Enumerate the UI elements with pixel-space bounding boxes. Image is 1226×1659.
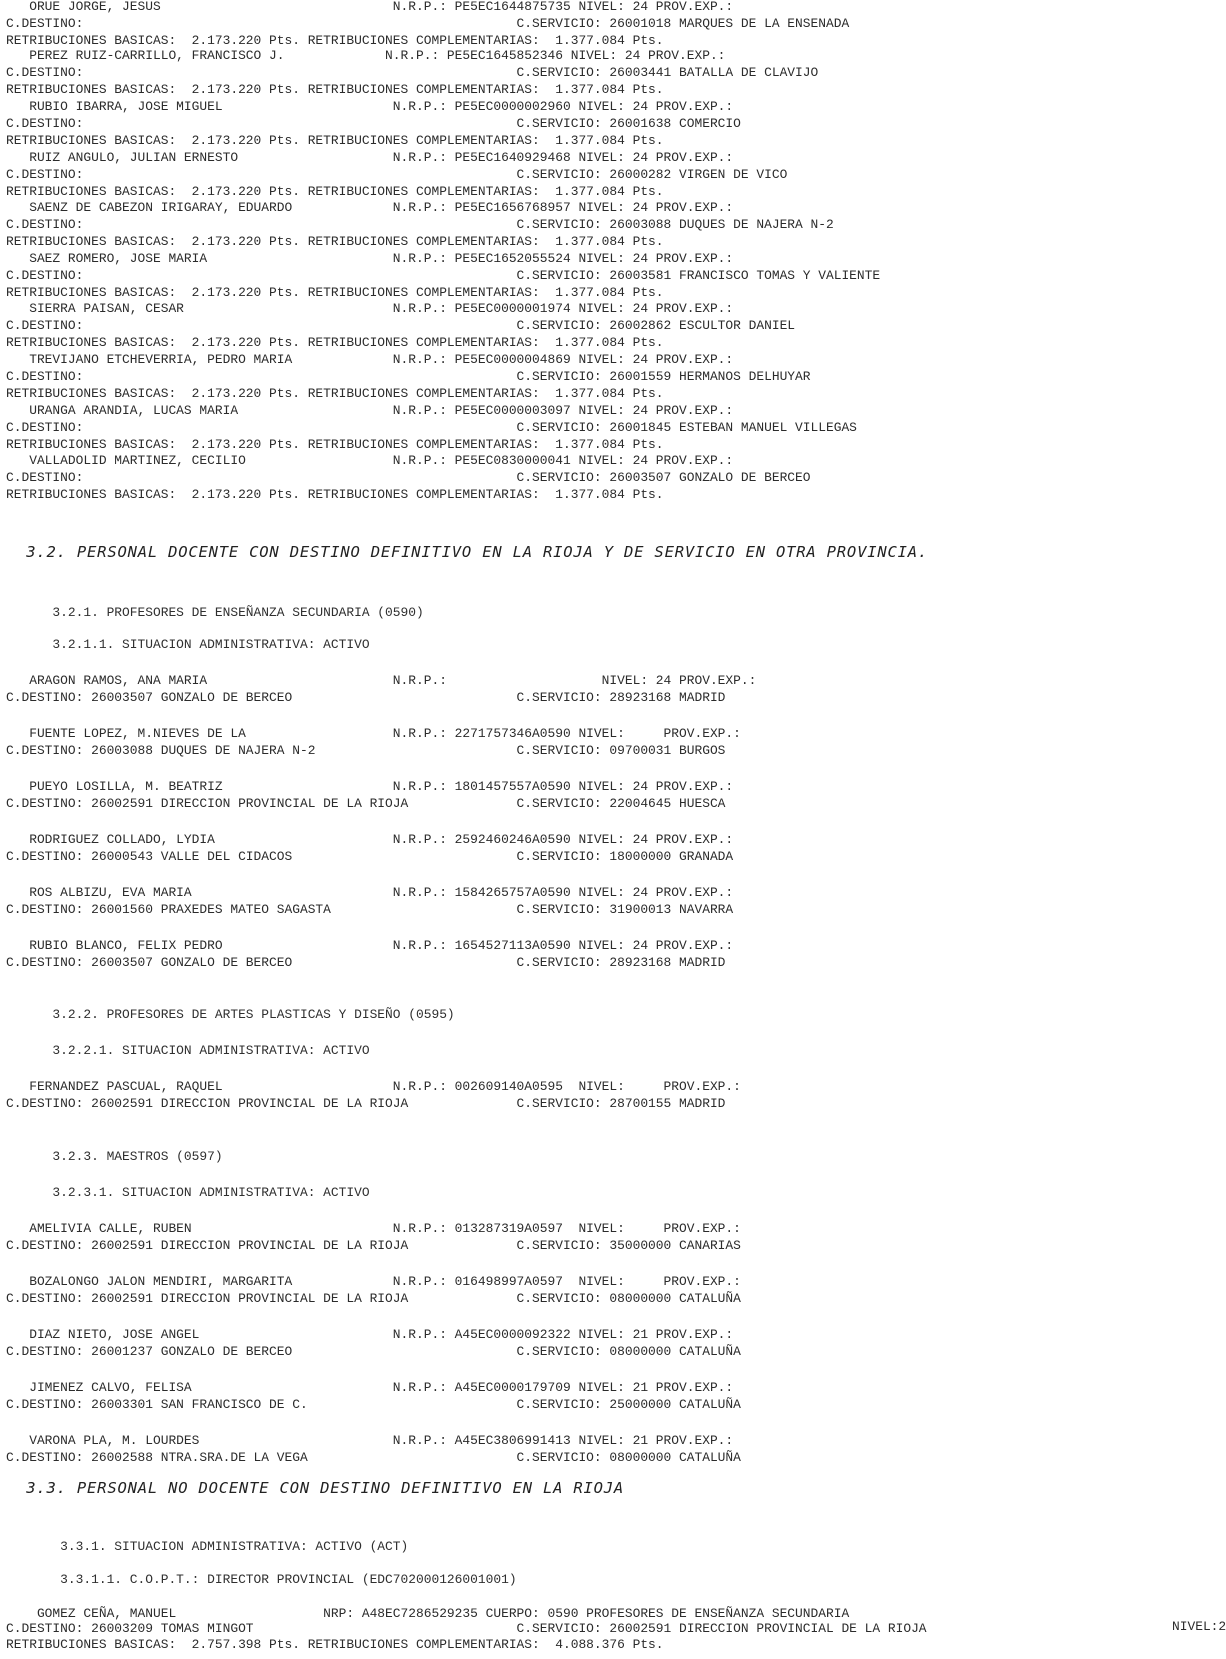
record-line: C.DESTINO: C.SERVICIO: 26003507 GONZALO DE BERCEO [6,470,811,485]
record-line: JIMENEZ CALVO, FELISA N.R.P.: A45EC0000179709 NIVEL: 21 PROV.EXP.: [6,1380,734,1395]
record-line: C.DESTINO: C.SERVICIO: 26003441 BATALLA DE CLAVIJO [6,65,819,80]
record-line: RETRIBUCIONES BASICAS: 2.173.220 Pts. RETRIBUCIONES COMPLEMENTARIAS: 1.377.084 Pts. [6,234,664,249]
record-line: RUBIO IBARRA, JOSE MIGUEL N.R.P.: PE5EC0000002960 NIVEL: 24 PROV.EXP.: [6,99,734,114]
record-line: RETRIBUCIONES BASICAS: 2.173.220 Pts. RETRIBUCIONES COMPLEMENTARIAS: 1.377.084 Pts. [6,335,664,350]
record-line: RETRIBUCIONES BASICAS: 2.173.220 Pts. RETRIBUCIONES COMPLEMENTARIAS: 1.377.084 Pts. [6,33,664,48]
record-line: C.DESTINO: 26002591 DIRECCION PROVINCIAL DE LA RIOJA C.SERVICIO: 35000000 CANARIAS [6,1238,741,1253]
record-line: RETRIBUCIONES BASICAS: 2.173.220 Pts. RETRIBUCIONES COMPLEMENTARIAS: 1.377.084 Pts. [6,386,664,401]
record-line: URANGA ARANDIA, LUCAS MARIA N.R.P.: PE5EC0000003097 NIVEL: 24 PROV.EXP.: [6,403,734,418]
record-line: C.DESTINO: 26003507 GONZALO DE BERCEO C.SERVICIO: 28923168 MADRID [6,690,726,705]
record-line: C.DESTINO: 26003301 SAN FRANCISCO DE C. C.SERVICIO: 25000000 CATALUÑA [6,1397,741,1412]
subsection-heading: 3.2.3. MAESTROS (0597) [6,1149,223,1164]
record-line: SIERRA PAISAN, CESAR N.R.P.: PE5EC0000001974 NIVEL: 24 PROV.EXP.: [6,301,734,316]
record-line: C.DESTINO: 26003209 TOMAS MINGOT C.SERVICIO: 26002591 DIRECCION PROVINCIAL DE LA RIOJA [6,1621,927,1636]
record-line: GOMEZ CEÑA, MANUEL NRP: A48EC7286529235 CUERPO: 0590 PROFESORES DE ENSEÑANZA SECUNDARIA [6,1606,850,1621]
nivel-right-label: NIVEL:2 [1172,1619,1226,1634]
record-line: RETRIBUCIONES BASICAS: 2.173.220 Pts. RETRIBUCIONES COMPLEMENTARIAS: 1.377.084 Pts. [6,184,664,199]
record-line: C.DESTINO: 26003088 DUQUES DE NAJERA N-2 C.SERVICIO: 09700031 BURGOS [6,743,726,758]
record-line: RETRIBUCIONES BASICAS: 2.173.220 Pts. RETRIBUCIONES COMPLEMENTARIAS: 1.377.084 Pts. [6,133,664,148]
record-line: C.DESTINO: 26002591 DIRECCION PROVINCIAL DE LA RIOJA C.SERVICIO: 08000000 CATALUÑA [6,1291,741,1306]
record-line: C.DESTINO: C.SERVICIO: 26000282 VIRGEN DE VICO [6,167,788,182]
record-line: RETRIBUCIONES BASICAS: 2.757.398 Pts. RETRIBUCIONES COMPLEMENTARIAS: 4.088.376 Pts. [6,1637,664,1652]
record-line: PUEYO LOSILLA, M. BEATRIZ N.R.P.: 1801457557A0590 NIVEL: 24 PROV.EXP.: [6,779,734,794]
record-line: C.DESTINO: 26002591 DIRECCION PROVINCIAL DE LA RIOJA C.SERVICIO: 22004645 HUESCA [6,796,726,811]
subsection-heading: 3.2.1. PROFESORES DE ENSEÑANZA SECUNDARIA (0590) [6,605,424,620]
record-line: C.DESTINO: C.SERVICIO: 26003088 DUQUES DE NAJERA N-2 [6,217,834,232]
record-line: TREVIJANO ETCHEVERRIA, PEDRO MARIA N.R.P.: PE5EC0000004869 NIVEL: 24 PROV.EXP.: [6,352,734,367]
record-line: RUBIO BLANCO, FELIX PEDRO N.R.P.: 1654527113A0590 NIVEL: 24 PROV.EXP.: [6,938,734,953]
record-line: BOZALONGO JALON MENDIRI, MARGARITA N.R.P.: 016498997A0597 NIVEL: PROV.EXP.: [6,1274,741,1289]
record-line: VARONA PLA, M. LOURDES N.R.P.: A45EC3806991413 NIVEL: 21 PROV.EXP.: [6,1433,734,1448]
subsection-heading: 3.2.1.1. SITUACION ADMINISTRATIVA: ACTIVO [6,637,370,652]
record-line: C.DESTINO: C.SERVICIO: 26001018 MARQUES DE LA ENSENADA [6,16,850,31]
subsection-heading: 3.2.2. PROFESORES DE ARTES PLASTICAS Y DISEÑO (0595) [6,1007,455,1022]
record-line: RETRIBUCIONES BASICAS: 2.173.220 Pts. RETRIBUCIONES COMPLEMENTARIAS: 1.377.084 Pts. [6,285,664,300]
record-line: ARAGON RAMOS, ANA MARIA N.R.P.: NIVEL: 24 PROV.EXP.: [6,673,757,688]
record-line: C.DESTINO: C.SERVICIO: 26001845 ESTEBAN MANUEL VILLEGAS [6,420,857,435]
record-line: C.DESTINO: 26000543 VALLE DEL CIDACOS C.SERVICIO: 18000000 GRANADA [6,849,734,864]
record-line: C.DESTINO: C.SERVICIO: 26002862 ESCULTOR DANIEL [6,318,796,333]
record-line: FUENTE LOPEZ, M.NIEVES DE LA N.R.P.: 2271757346A0590 NIVEL: PROV.EXP.: [6,726,741,741]
record-line: SAEZ ROMERO, JOSE MARIA N.R.P.: PE5EC1652055524 NIVEL: 24 PROV.EXP.: [6,251,734,266]
record-line: AMELIVIA CALLE, RUBEN N.R.P.: 013287319A0597 NIVEL: PROV.EXP.: [6,1221,741,1236]
record-line: ORUE JORGE, JESUS N.R.P.: PE5EC1644875735 NIVEL: 24 PROV.EXP.: [6,0,734,14]
record-line: PEREZ RUIZ-CARRILLO, FRANCISCO J. N.R.P.: PE5EC1645852346 NIVEL: 24 PROV.EXP.: [6,48,726,63]
record-line: ROS ALBIZU, EVA MARIA N.R.P.: 1584265757A0590 NIVEL: 24 PROV.EXP.: [6,885,734,900]
record-line: C.DESTINO: 26002588 NTRA.SRA.DE LA VEGA C.SERVICIO: 08000000 CATALUÑA [6,1450,741,1465]
record-line: DIAZ NIETO, JOSE ANGEL N.R.P.: A45EC0000092322 NIVEL: 21 PROV.EXP.: [6,1327,734,1342]
record-line: RETRIBUCIONES BASICAS: 2.173.220 Pts. RETRIBUCIONES COMPLEMENTARIAS: 1.377.084 Pts. [6,487,664,502]
record-line: C.DESTINO: C.SERVICIO: 26001638 COMERCIO [6,116,741,131]
record-line: C.DESTINO: 26001237 GONZALO DE BERCEO C.SERVICIO: 08000000 CATALUÑA [6,1344,741,1359]
subsection-heading: 3.2.2.1. SITUACION ADMINISTRATIVA: ACTIVO [6,1043,370,1058]
record-line: FERNANDEZ PASCUAL, RAQUEL N.R.P.: 002609140A0595 NIVEL: PROV.EXP.: [6,1079,741,1094]
record-line: C.DESTINO: 26003507 GONZALO DE BERCEO C.SERVICIO: 28923168 MADRID [6,955,726,970]
record-line: VALLADOLID MARTINEZ, CECILIO N.R.P.: PE5EC0830000041 NIVEL: 24 PROV.EXP.: [6,453,734,468]
record-line: C.DESTINO: C.SERVICIO: 26001559 HERMANOS DELHUYAR [6,369,811,384]
record-line: SAENZ DE CABEZON IRIGARAY, EDUARDO N.R.P.: PE5EC1656768957 NIVEL: 24 PROV.EXP.: [6,200,734,215]
section-heading: 3.3. PERSONAL NO DOCENTE CON DESTINO DEFINITIVO EN LA RIOJA [6,1479,625,1497]
record-line: RODRIGUEZ COLLADO, LYDIA N.R.P.: 2592460246A0590 NIVEL: 24 PROV.EXP.: [6,832,734,847]
subsection-heading: 3.2.3.1. SITUACION ADMINISTRATIVA: ACTIVO [6,1185,370,1200]
record-line: RETRIBUCIONES BASICAS: 2.173.220 Pts. RETRIBUCIONES COMPLEMENTARIAS: 1.377.084 Pts. [6,437,664,452]
section-heading: 3.2. PERSONAL DOCENTE CON DESTINO DEFINITIVO EN LA RIOJA Y DE SERVICIO EN OTRA PROVINCIA. [6,543,928,561]
record-line: RUIZ ANGULO, JULIAN ERNESTO N.R.P.: PE5EC1640929468 NIVEL: 24 PROV.EXP.: [6,150,734,165]
record-line: RETRIBUCIONES BASICAS: 2.173.220 Pts. RETRIBUCIONES COMPLEMENTARIAS: 1.377.084 Pts. [6,82,664,97]
record-line: C.DESTINO: C.SERVICIO: 26003581 FRANCISCO TOMAS Y VALIENTE [6,268,881,283]
record-line: C.DESTINO: 26001560 PRAXEDES MATEO SAGASTA C.SERVICIO: 31900013 NAVARRA [6,902,734,917]
subsection-heading: 3.3.1. SITUACION ADMINISTRATIVA: ACTIVO (ACT) [6,1539,409,1554]
record-line: C.DESTINO: 26002591 DIRECCION PROVINCIAL DE LA RIOJA C.SERVICIO: 28700155 MADRID [6,1096,726,1111]
subsection-heading: 3.3.1.1. C.O.P.T.: DIRECTOR PROVINCIAL (EDC702000126001001) [6,1572,517,1587]
